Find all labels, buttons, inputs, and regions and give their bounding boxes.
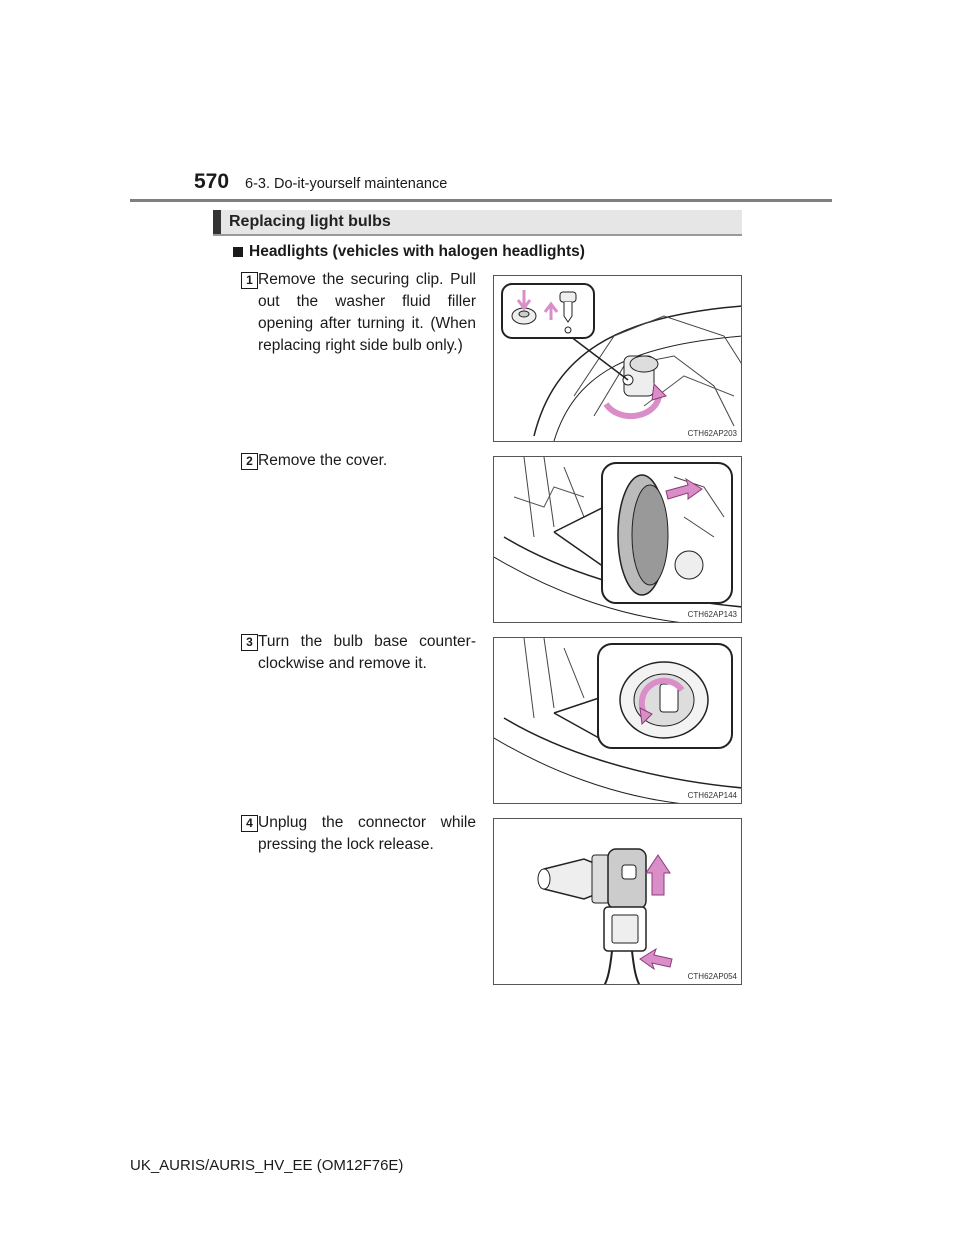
- step-number-2: 2: [241, 453, 258, 470]
- figure-step-2: [493, 456, 742, 623]
- headlight-cover-illustration: [494, 457, 742, 623]
- figure-step-4: [493, 818, 742, 985]
- engine-washer-filler-illustration: [494, 276, 742, 442]
- page-number: 570: [194, 170, 230, 193]
- figure-code-2: CTH62AP143: [687, 610, 737, 619]
- header-rule: [130, 199, 832, 202]
- square-bullet-icon: [233, 247, 243, 257]
- subheading: [233, 243, 585, 261]
- step-number-1: 1: [241, 272, 258, 289]
- figure-step-3: [493, 637, 742, 804]
- figure-code-3: CTH62AP144: [687, 791, 737, 800]
- step-text-3: Turn the bulb base counter-clockwise and remove it.: [258, 633, 476, 672]
- bulb-base-rotation-illustration: [494, 638, 742, 804]
- step-number-4: 4: [241, 815, 258, 832]
- section-banner: [213, 210, 742, 236]
- figure-code-1: CTH62AP203: [687, 429, 737, 438]
- banner-bar: [213, 210, 221, 234]
- step-text-2: Remove the cover.: [258, 452, 388, 469]
- bulb-connector-illustration: [494, 819, 742, 985]
- section-title: 6-3. Do-it-yourself maintenance: [245, 176, 448, 192]
- footer-doc-id: UK_AURIS/AURIS_HV_EE (OM12F76E): [130, 1157, 404, 1174]
- banner-title: Replacing light bulbs: [229, 213, 391, 230]
- figure-code-4: CTH62AP054: [687, 972, 737, 981]
- figure-step-1: [493, 275, 742, 442]
- step-text-1: Remove the securing clip. Pull out the washer fluid filler opening after turning it. (When replacing right side bulb only.): [258, 271, 476, 354]
- step-number-3: 3: [241, 634, 258, 651]
- step-text-4: Unplug the connector while pressing the lock release.: [258, 814, 476, 853]
- subheading-text: Headlights (vehicles with halogen headlights): [249, 243, 585, 260]
